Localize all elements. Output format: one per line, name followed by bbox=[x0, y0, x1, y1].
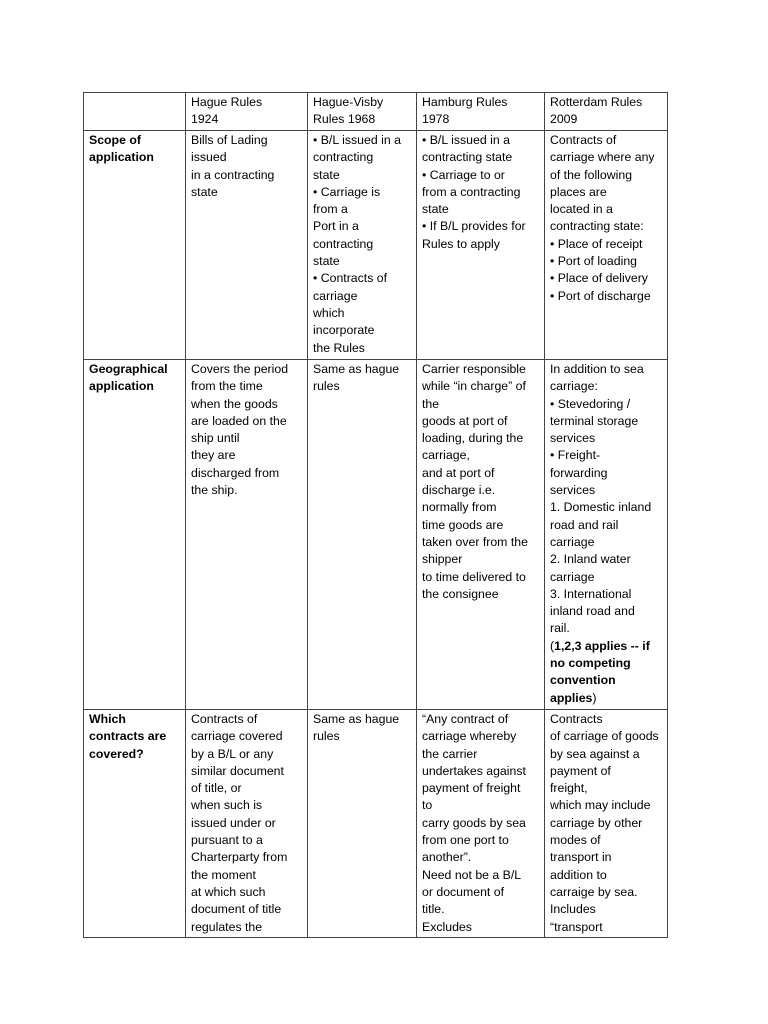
cell-line: Geographical bbox=[89, 362, 168, 376]
cell-line: carry goods by sea bbox=[422, 815, 526, 830]
cell-line: Rotterdam Rules bbox=[550, 95, 643, 109]
cell-line: road and rail bbox=[550, 517, 619, 532]
cell-line: state bbox=[422, 202, 449, 217]
cell-line: loading, during the bbox=[422, 431, 524, 446]
cell-line: of title, or bbox=[191, 781, 242, 796]
cell-line: 1978 bbox=[422, 112, 450, 127]
cell-line: Excludes bbox=[422, 919, 472, 934]
cell-line: or document of bbox=[422, 884, 505, 899]
cell-line: 1. Domestic inland bbox=[550, 500, 652, 515]
rotterdam-geo-note bbox=[550, 638, 663, 655]
cell-line: Hamburg Rules bbox=[422, 95, 508, 109]
cell-line: • Stevedoring / bbox=[550, 396, 631, 411]
cell-line: similar document bbox=[191, 763, 284, 778]
cell-line: inland road and bbox=[550, 604, 635, 619]
header-cell-empty bbox=[84, 93, 186, 131]
cell-line: of carriage of goods bbox=[550, 729, 659, 744]
cell-line: addition to bbox=[550, 867, 607, 882]
cell-line: Hague Rules bbox=[191, 95, 263, 109]
rotterdam-geo-lines bbox=[550, 361, 663, 638]
cell-line: • Freight- bbox=[550, 448, 601, 463]
cell-line: discharge i.e. bbox=[422, 483, 496, 498]
cell-line: by a B/L or any bbox=[191, 746, 274, 761]
cell-line: pursuant to a bbox=[191, 833, 263, 848]
cell-line: Charterparty from bbox=[191, 850, 288, 865]
cell-line: in a contracting bbox=[191, 167, 275, 182]
row-label-geographical bbox=[84, 360, 186, 710]
cell-line: Rules to apply bbox=[422, 236, 500, 251]
cell-line: • Carriage is bbox=[313, 184, 381, 199]
cell-line: carriage where any bbox=[550, 150, 655, 165]
cell-line: Hague-Visby bbox=[313, 95, 384, 109]
cell-line: by sea against a bbox=[550, 746, 640, 761]
cell-line: contracts are bbox=[89, 729, 167, 744]
cell-line: Contracts of bbox=[191, 712, 258, 726]
cell-line: issued bbox=[191, 150, 227, 165]
header-cell-rotterdam bbox=[545, 93, 668, 131]
cell-line: • Place of delivery bbox=[550, 271, 648, 286]
cell-hague-contracts bbox=[186, 710, 308, 938]
cell-hague-scope bbox=[186, 131, 308, 360]
cell-line: Need not be a B/L bbox=[422, 867, 522, 882]
cell-line: state bbox=[313, 167, 340, 182]
cell-line: rules bbox=[313, 379, 340, 394]
cell-line: carraige by sea. bbox=[550, 884, 638, 899]
cell-line: carriage covered bbox=[191, 729, 283, 744]
cell-line: of the following bbox=[550, 167, 633, 182]
cell-line: payment of bbox=[550, 763, 611, 778]
cell-line: • B/L issued in a bbox=[422, 133, 510, 147]
cell-line: which bbox=[313, 305, 345, 320]
cell-line: while “in charge” of bbox=[422, 379, 526, 394]
cell-line: rules bbox=[313, 729, 340, 744]
cell-line: incorporate bbox=[313, 323, 375, 338]
header-cell-hague bbox=[186, 93, 308, 131]
note-bold-line-1: 1,2,3 applies -- if bbox=[554, 638, 650, 653]
cell-line: when such is bbox=[191, 798, 263, 813]
cell-line: covered? bbox=[89, 746, 144, 761]
cell-hamburg-contracts bbox=[417, 710, 545, 938]
cell-line: state bbox=[191, 184, 218, 199]
cell-line: from a contracting bbox=[422, 184, 521, 199]
cell-line: from the time bbox=[191, 379, 263, 394]
cell-line: “transport bbox=[550, 919, 603, 934]
cell-line: “Any contract of bbox=[422, 712, 509, 726]
note-close-paren: ) bbox=[592, 690, 597, 705]
cell-line: places are bbox=[550, 184, 607, 199]
cell-line: • Port of discharge bbox=[550, 288, 651, 303]
cell-line: 2. Inland water bbox=[550, 552, 631, 567]
cell-line: the ship. bbox=[191, 483, 238, 498]
cell-line: • Port of loading bbox=[550, 254, 638, 269]
cell-line: In addition to sea bbox=[550, 362, 644, 376]
cell-line: • Carriage to or bbox=[422, 167, 505, 182]
cell-line: the moment bbox=[191, 867, 256, 882]
cell-line: contracting bbox=[313, 150, 374, 165]
cell-line: at which such bbox=[191, 884, 266, 899]
cell-line: issued under or bbox=[191, 815, 276, 830]
row-label-scope bbox=[84, 131, 186, 360]
cell-line: when the goods bbox=[191, 396, 278, 411]
cell-line: shipper bbox=[422, 552, 463, 567]
cell-line: Includes bbox=[550, 902, 596, 917]
cell-line: application bbox=[89, 379, 154, 394]
cell-line: ship until bbox=[191, 431, 240, 446]
cell-line: time goods are bbox=[422, 517, 504, 532]
cell-line: • B/L issued in a bbox=[313, 133, 401, 147]
cell-line: discharged from bbox=[191, 465, 280, 480]
cell-line: terminal storage bbox=[550, 413, 639, 428]
cell-line: contracting state bbox=[422, 150, 513, 165]
note-bold-line-2: no competing bbox=[550, 656, 631, 671]
table-row bbox=[84, 131, 668, 360]
cell-line: Carrier responsible bbox=[422, 362, 526, 376]
cell-line: Scope of bbox=[89, 133, 141, 147]
cell-line: 3. International bbox=[550, 586, 632, 601]
cell-line: • If B/L provides for bbox=[422, 219, 526, 234]
cell-line: another”. bbox=[422, 850, 472, 865]
cell-rotterdam-geographical bbox=[545, 360, 668, 710]
cell-line: carriage: bbox=[550, 379, 598, 394]
cell-line: Port in a bbox=[313, 219, 359, 234]
cell-line: application bbox=[89, 150, 154, 165]
table-header-row bbox=[84, 93, 668, 131]
cell-line: they are bbox=[191, 448, 236, 463]
cell-line: freight, bbox=[550, 781, 588, 796]
header-cell-hague-visby bbox=[308, 93, 417, 131]
cell-line: carriage bbox=[550, 569, 595, 584]
cell-line: which may include bbox=[550, 798, 651, 813]
cell-line: to time delivered to bbox=[422, 569, 526, 584]
cell-line: from a bbox=[313, 202, 348, 217]
cell-line: and at port of bbox=[422, 465, 495, 480]
cell-line: Same as hague bbox=[313, 712, 400, 726]
note-bold-line-3: convention bbox=[550, 673, 616, 688]
cell-line: Contracts of bbox=[550, 133, 617, 147]
cell-hague-visby-contracts bbox=[308, 710, 417, 938]
cell-line: • Contracts of bbox=[313, 271, 388, 286]
cell-line: the Rules bbox=[313, 340, 365, 355]
cell-line: Bills of Lading bbox=[191, 133, 268, 147]
cell-line: carriage, bbox=[422, 448, 470, 463]
cell-line: carriage bbox=[550, 534, 595, 549]
cell-line: 1924 bbox=[191, 112, 219, 127]
cell-line: state bbox=[313, 254, 340, 269]
cell-line: document of title bbox=[191, 902, 282, 917]
cell-line: Which bbox=[89, 712, 126, 726]
cell-line: contracting bbox=[313, 236, 374, 251]
cell-line: Contracts bbox=[550, 712, 603, 726]
cell-line: modes of bbox=[550, 833, 601, 848]
cell-line: Same as hague bbox=[313, 362, 400, 376]
cell-hague-visby-scope bbox=[308, 131, 417, 360]
comparison-table bbox=[83, 92, 668, 938]
cell-line: the bbox=[422, 396, 440, 411]
cell-line: rail. bbox=[550, 621, 570, 636]
cell-line: Covers the period bbox=[191, 362, 289, 376]
cell-line: carriage whereby bbox=[422, 729, 517, 744]
cell-hague-geographical bbox=[186, 360, 308, 710]
cell-line: the carrier bbox=[422, 746, 478, 761]
cell-line: • Place of receipt bbox=[550, 236, 643, 251]
cell-line: carriage bbox=[313, 288, 358, 303]
cell-hague-visby-geographical bbox=[308, 360, 417, 710]
cell-line: to bbox=[422, 798, 433, 813]
header-cell-hamburg bbox=[417, 93, 545, 131]
cell-line: normally from bbox=[422, 500, 497, 515]
note-bold-line-4: applies bbox=[550, 690, 593, 705]
cell-line: the consignee bbox=[422, 586, 499, 601]
table-row bbox=[84, 360, 668, 710]
cell-line: carriage by other bbox=[550, 815, 643, 830]
cell-line: located in a bbox=[550, 202, 613, 217]
cell-hamburg-geographical bbox=[417, 360, 545, 710]
cell-line: goods at port of bbox=[422, 413, 508, 428]
cell-line: regulates the bbox=[191, 919, 263, 934]
cell-line: from one port to bbox=[422, 833, 509, 848]
note-open-paren: ( bbox=[550, 638, 555, 653]
cell-line: are loaded on the bbox=[191, 413, 287, 428]
table-row bbox=[84, 710, 668, 938]
cell-line: Rules 1968 bbox=[313, 112, 376, 127]
cell-hamburg-scope bbox=[417, 131, 545, 360]
cell-line: undertakes against bbox=[422, 763, 526, 778]
cell-line: services bbox=[550, 431, 596, 446]
cell-rotterdam-scope bbox=[545, 131, 668, 360]
cell-line: services bbox=[550, 483, 596, 498]
cell-line: payment of freight bbox=[422, 781, 521, 796]
cell-rotterdam-contracts bbox=[545, 710, 668, 938]
cell-line: contracting state: bbox=[550, 219, 644, 234]
cell-line: transport in bbox=[550, 850, 612, 865]
cell-line: 2009 bbox=[550, 112, 578, 127]
cell-line: taken over from the bbox=[422, 534, 528, 549]
note-last-line bbox=[550, 690, 663, 707]
cell-line: title. bbox=[422, 902, 445, 917]
row-label-contracts bbox=[84, 710, 186, 938]
cell-line: forwarding bbox=[550, 465, 608, 480]
